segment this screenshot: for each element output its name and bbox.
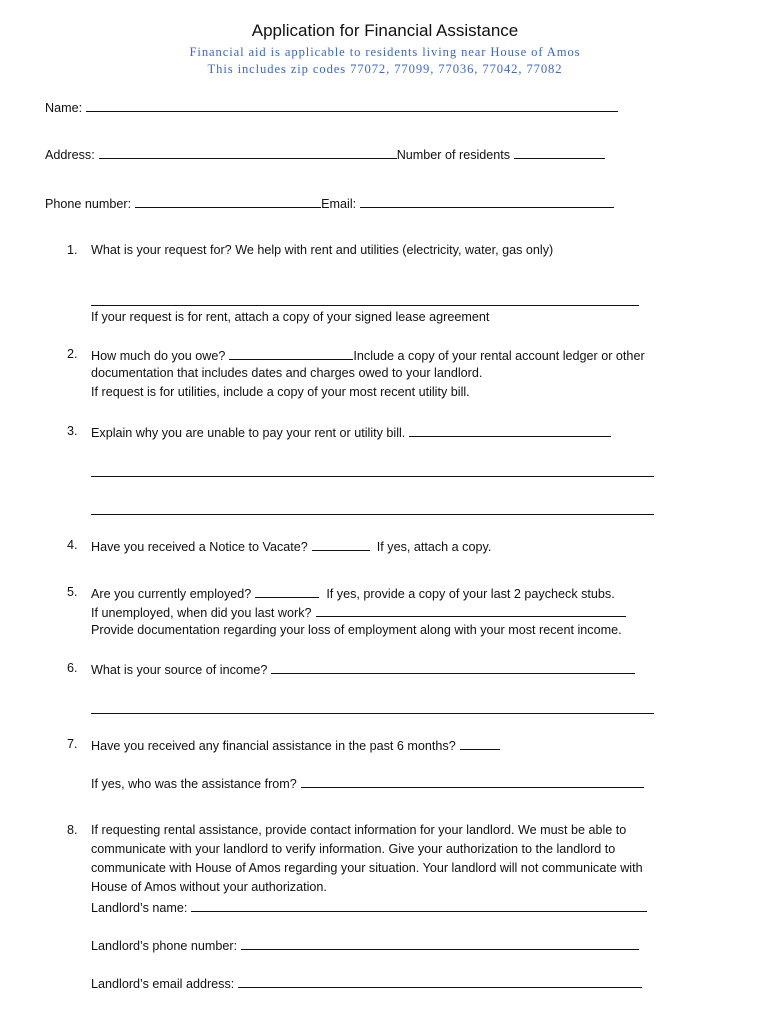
documentation-note: documentation that includes dates and charges owed to your landlord. <box>91 366 483 380</box>
name-label: Name: <box>45 101 83 115</box>
question-text: If requesting rental assistance, provide contact information for your landlord. We must be able to <box>91 823 627 837</box>
name-row <box>45 99 618 115</box>
email-field[interactable] <box>360 195 614 208</box>
question-number: 1. <box>67 243 78 257</box>
question-number: 3. <box>67 424 78 438</box>
email-label: Email: <box>321 197 357 211</box>
employed-field[interactable] <box>255 585 319 598</box>
landlord-email-field[interactable] <box>238 975 642 988</box>
explanation-line-2[interactable] <box>91 476 654 477</box>
name-field[interactable] <box>86 99 618 112</box>
address-row <box>45 146 605 162</box>
residents-label: Number of residents <box>396 148 511 162</box>
landlord-name-field[interactable] <box>191 899 647 912</box>
residents-field[interactable] <box>514 146 605 159</box>
address-label: Address: <box>45 148 95 162</box>
form-subtitle-zip-codes: This includes zip codes 77072, 77099, 77036, 77042, 77082 <box>207 62 563 76</box>
question-text: What is your source of income? <box>91 663 268 677</box>
ledger-instruction: Include a copy of your rental account ledger or other <box>353 349 645 363</box>
employment-documentation-note: Provide documentation regarding your loss of employment along with your most recent income. <box>91 623 622 637</box>
explanation-field[interactable] <box>409 424 611 437</box>
phone-field[interactable] <box>135 195 321 208</box>
utility-bill-note: If request is for utilities, include a copy of your most recent utility bill. <box>91 385 470 399</box>
question-text: Are you currently employed? <box>91 587 252 601</box>
question-text: What is your request for? We help with rent and utilities (electricity, water, gas only) <box>91 243 554 257</box>
landlord-verify-text: communicate with your landlord to verify information. Give your authorization to the landlord to <box>91 842 616 856</box>
question-number: 7. <box>67 737 78 751</box>
assistance-source-field[interactable] <box>301 775 644 788</box>
notice-to-vacate-field[interactable] <box>312 538 370 551</box>
assistance-received-field[interactable] <box>460 737 500 750</box>
question-number: 8. <box>67 823 78 837</box>
question-number: 6. <box>67 661 78 675</box>
last-work-field[interactable] <box>316 604 626 617</box>
landlord-email-label: Landlord’s email address: <box>91 977 235 991</box>
assistance-source-label: If yes, who was the assistance from? <box>91 777 297 791</box>
explanation-line-3[interactable] <box>91 514 654 515</box>
question-text: Have you received a Notice to Vacate? <box>91 540 308 554</box>
landlord-phone-label: Landlord’s phone number: <box>91 939 238 953</box>
question-text: Have you received any financial assistance in the past 6 months? <box>91 739 456 753</box>
landlord-name-label: Landlord’s name: <box>91 901 188 915</box>
income-source-field[interactable] <box>271 661 635 674</box>
question-number: 5. <box>67 585 78 599</box>
income-source-line-2[interactable] <box>91 713 654 714</box>
paycheck-note: If yes, provide a copy of your last 2 paycheck stubs. <box>326 587 615 601</box>
amount-owed-field[interactable] <box>229 347 353 360</box>
attach-copy-note: If yes, attach a copy. <box>376 540 492 554</box>
authorization-text: House of Amos without your authorization. <box>91 880 327 894</box>
question-text: Explain why you are unable to pay your rent or utility bill. <box>91 426 406 440</box>
address-field[interactable] <box>99 146 397 159</box>
lease-note: If your request is for rent, attach a copy of your signed lease agreement <box>91 310 490 324</box>
phone-email-row <box>45 195 614 211</box>
question-number: 2. <box>67 347 78 361</box>
phone-label: Phone number: <box>45 197 132 211</box>
question-number: 4. <box>67 538 78 552</box>
last-work-label: If unemployed, when did you last work? <box>91 606 312 620</box>
request-answer-line[interactable] <box>91 305 639 306</box>
form-subtitle-eligibility: Financial aid is applicable to residents living near House of Amos <box>189 45 581 59</box>
form-title: Application for Financial Assistance <box>251 21 519 40</box>
landlord-phone-field[interactable] <box>241 937 639 950</box>
question-text: How much do you owe? <box>91 349 226 363</box>
landlord-communicate-text: communicate with House of Amos regarding your situation. Your landlord will not communicate with <box>91 861 643 875</box>
